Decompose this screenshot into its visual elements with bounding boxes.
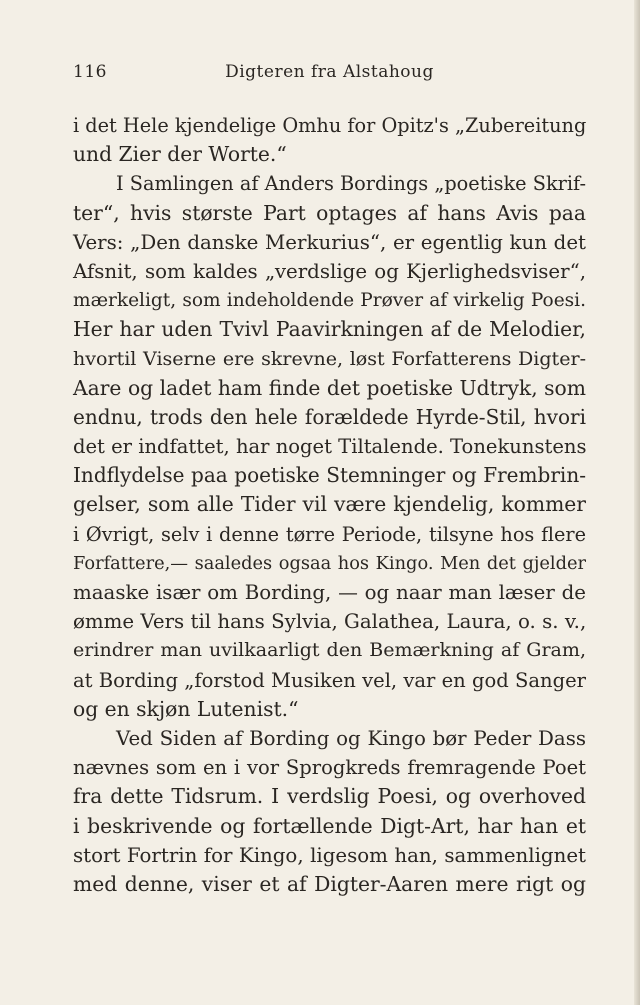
text-line: at Bording „forstod Musiken vel, var en god Sanger [73, 668, 586, 692]
text-line: i beskrivende og fortællende Digt-Art, har han et [73, 813, 586, 838]
text-line: ømme Vers til hans Sylvia, Galathea, Laura, o. s. v., [73, 610, 587, 634]
text-line: Indflydelse paa poetiske Stemninger og Frembrin- [73, 463, 586, 488]
text-line: Aare og ladet ham finde det poetiske Udtryk, som [73, 375, 586, 400]
text-line: fra dette Tidsrum. I verdslig Poesi, og overhoved [73, 784, 586, 809]
text-line: Vers: „Den danske Merkurius“, er egentlig kun det [73, 230, 586, 254]
text-line: gelser, som alle Tider vil være kjendelig, kommer [73, 492, 586, 517]
text-line: og en skjøn Lutenist.“ [73, 696, 299, 721]
page-number: 116 [73, 62, 107, 82]
text-line: i Øvrigt, selv i denne tørre Periode, tilsyne hos flere [73, 522, 586, 546]
text-line: nævnes som en i vor Sprogkreds fremragende Poet [73, 756, 586, 780]
page-edge [634, 0, 640, 1005]
text-line: hvortil Viserne ere skrevne, løst Forfatterens Digter- [73, 347, 586, 370]
text-line: stort Fortrin for Kingo, ligesom han, sammenlignet [73, 843, 586, 867]
text-line: Her har uden Tvivl Paavirkningen af de Melodier, [73, 317, 586, 342]
text-line: maaske især om Bording, — og naar man læser de [73, 581, 586, 604]
text-line: und Zier der Worte.“ [73, 142, 287, 167]
text-line: Ved Siden af Bording og Kingo bør Peder Dass [116, 726, 586, 750]
text-line: mærkeligt, som indeholdende Prøver af virkelig Poesi. [73, 290, 586, 312]
text-line: Forfattere,— saaledes ogsaa hos Kingo. Men det gjelder [73, 552, 586, 574]
body-text [73, 111, 586, 899]
page-header [73, 62, 586, 86]
text-line: det er indfattet, har noget Tiltalende. Tonekunstens [73, 435, 587, 459]
text-line: erindrer man uvilkaarligt den Bemærkning af Gram, [73, 639, 586, 662]
text-line: ter“, hvis største Part optages af hans Avis paa [73, 200, 586, 225]
text-line: i det Hele kjendelige Omhu for Opitz's „Zubereitung [73, 114, 587, 137]
text-line: I Samlingen af Anders Bordings „poetiske Skrif- [116, 172, 586, 196]
text-line: med denne, viser et af Digter-Aaren mere rigt og [73, 871, 586, 896]
text-line: Afsnit, som kaldes „verdslige og Kjerlighedsviser“, [73, 259, 586, 283]
text-line: endnu, trods den hele forældede Hyrde-Stil, hvori [73, 404, 586, 429]
running-title: Digteren fra Alstahoug [225, 62, 434, 82]
